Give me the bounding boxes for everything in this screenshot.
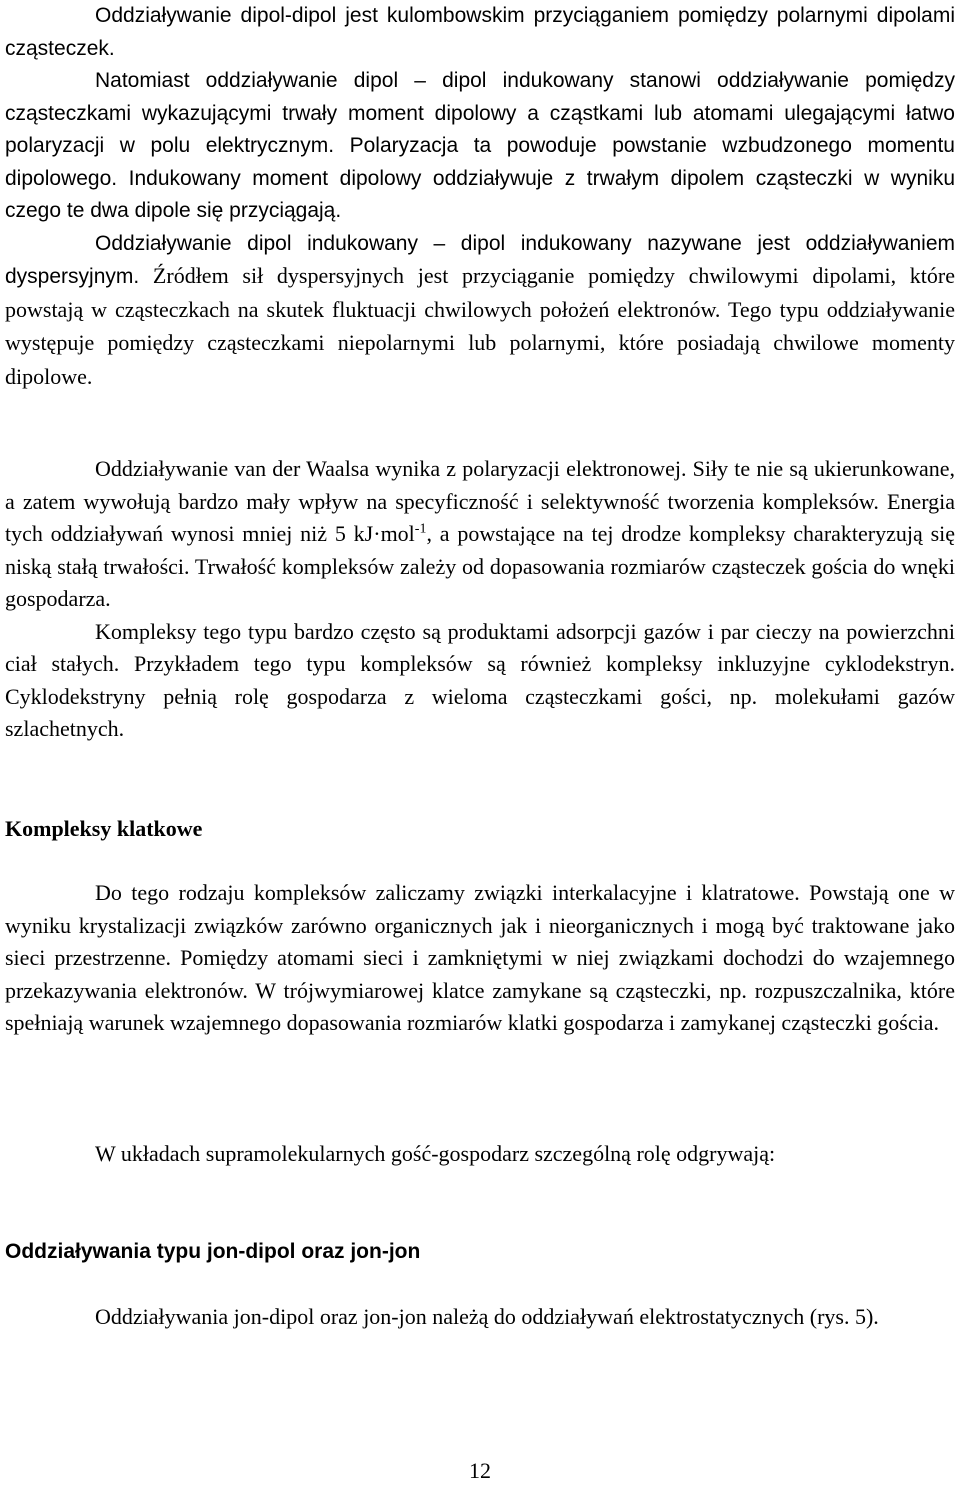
paragraph-klatkowe: Do tego rodzaju kompleksów zaliczamy związki interkalacyjne i klatratowe. Powstają one w wyniku krystalizacji związków zarówno organicznych jak i nieorganicznych i mogą być traktowane jako sieci przestrzenne. Pomiędzy atomami sieci i zamkniętymi w niej związkami dochodzi do wzajemnego przekazywania elektronów. W trójwymiarowej klatce zamykane są cząsteczki, np. rozpuszczalnika, które spełniają warunek wzajemnego dopasowania rozmiarów klatki gospodarza i zamykanej cząsteczki gościa. — [5, 880, 955, 1035]
paragraph-adsorpcja: Kompleksy tego typu bardzo często są produktami adsorpcji gazów i par cieczy na powierzchni ciał stałych. Przykładem tego typu kompleksów są również kompleksy inkluzyjne cyklodekstryn. Cyklodekstryny pełnią rolę gospodarza z wieloma cząsteczkami gości, np. molekułami gazów szlachetnych. — [5, 618, 955, 741]
paragraph-dipol-dipol: Oddziaływanie dipol-dipol jest kulombowskim przyciąganiem pomiędzy polarnymi dipolami cząsteczek. — [5, 4, 955, 60]
heading-jon-dipol: Oddziaływania typu jon-dipol oraz jon-jon — [5, 1240, 421, 1263]
paragraph-dyspersyjne-sans: Oddziaływanie dipol indukowany – dipol indukowany nazywane jest oddziaływaniem dyspersyjnym. — [5, 231, 955, 288]
page-number: 12 — [469, 1458, 491, 1483]
heading-kompleksy-klatkowe: Kompleksy klatkowe — [5, 816, 203, 841]
paragraph-jon-dipol: Oddziaływania jon-dipol oraz jon-jon należą do oddziaływań elektrostatycznych (rys. 5). — [95, 1304, 879, 1329]
supramolecular-block — [5, 1138, 955, 1171]
dipole-text-block — [5, 0, 955, 394]
vdw-text-part2: , a powstające na tej drodze kompleksy charakteryzują się niską stałą trwałości. Trwałość kompleksów zależy od dopasowania rozmiarów cząsteczek gościa do wnęki gospodarza. — [5, 521, 956, 611]
klatkowe-block — [5, 877, 955, 1040]
paragraph-dipol-indukowany: Natomiast oddziaływanie dipol – dipol indukowany stanowi oddziaływanie pomiędzy cząsteczkami wykazującymi trwały moment dipolowy a cząstkami lub atomami ulegającymi łatwo polaryzacji w polu elektrycznym. Polaryzacja ta powoduje powstanie wzbudzonego momentu dipolowego. Indukowany moment dipolowy oddziaływuje z trwałym dipolem cząsteczki w wyniku czego te dwa dipole się przyciągają. — [5, 69, 955, 222]
jon-block — [5, 1301, 955, 1334]
vdw-exponent: -1 — [414, 521, 427, 537]
vdw-text-part1: Oddziaływanie van der Waalsa wynika z polaryzacji elektronowej. Siły te nie są ukierunkowane, a zatem wywołują bardzo mały wpływ na specyficzność i selektywność tworzenia kompleksów. Energia tych oddziaływań wynosi mniej niż 5 kJ·mol — [5, 456, 955, 546]
paragraph-dyspersyjne — [5, 228, 955, 395]
paragraph-supramolekularne: W układach supramolekularnych gość-gospodarz szczególną rolę odgrywają: — [95, 1141, 776, 1166]
paragraph-van-der-waals — [5, 453, 955, 616]
paragraph-dyspersyjne-serif: Źródłem sił dyspersyjnych jest przyciąganie pomiędzy chwilowymi dipolami, które powstają w cząsteczkach na skutek fluktuacji chwilowych położeń elektronów. Tego typu oddziaływanie występuje pomiędzy cząsteczkami niepolarnymi lub polarnymi, które posiadają chwilowe momenty dipolowe. — [5, 263, 955, 389]
van-der-waals-block — [5, 453, 955, 746]
